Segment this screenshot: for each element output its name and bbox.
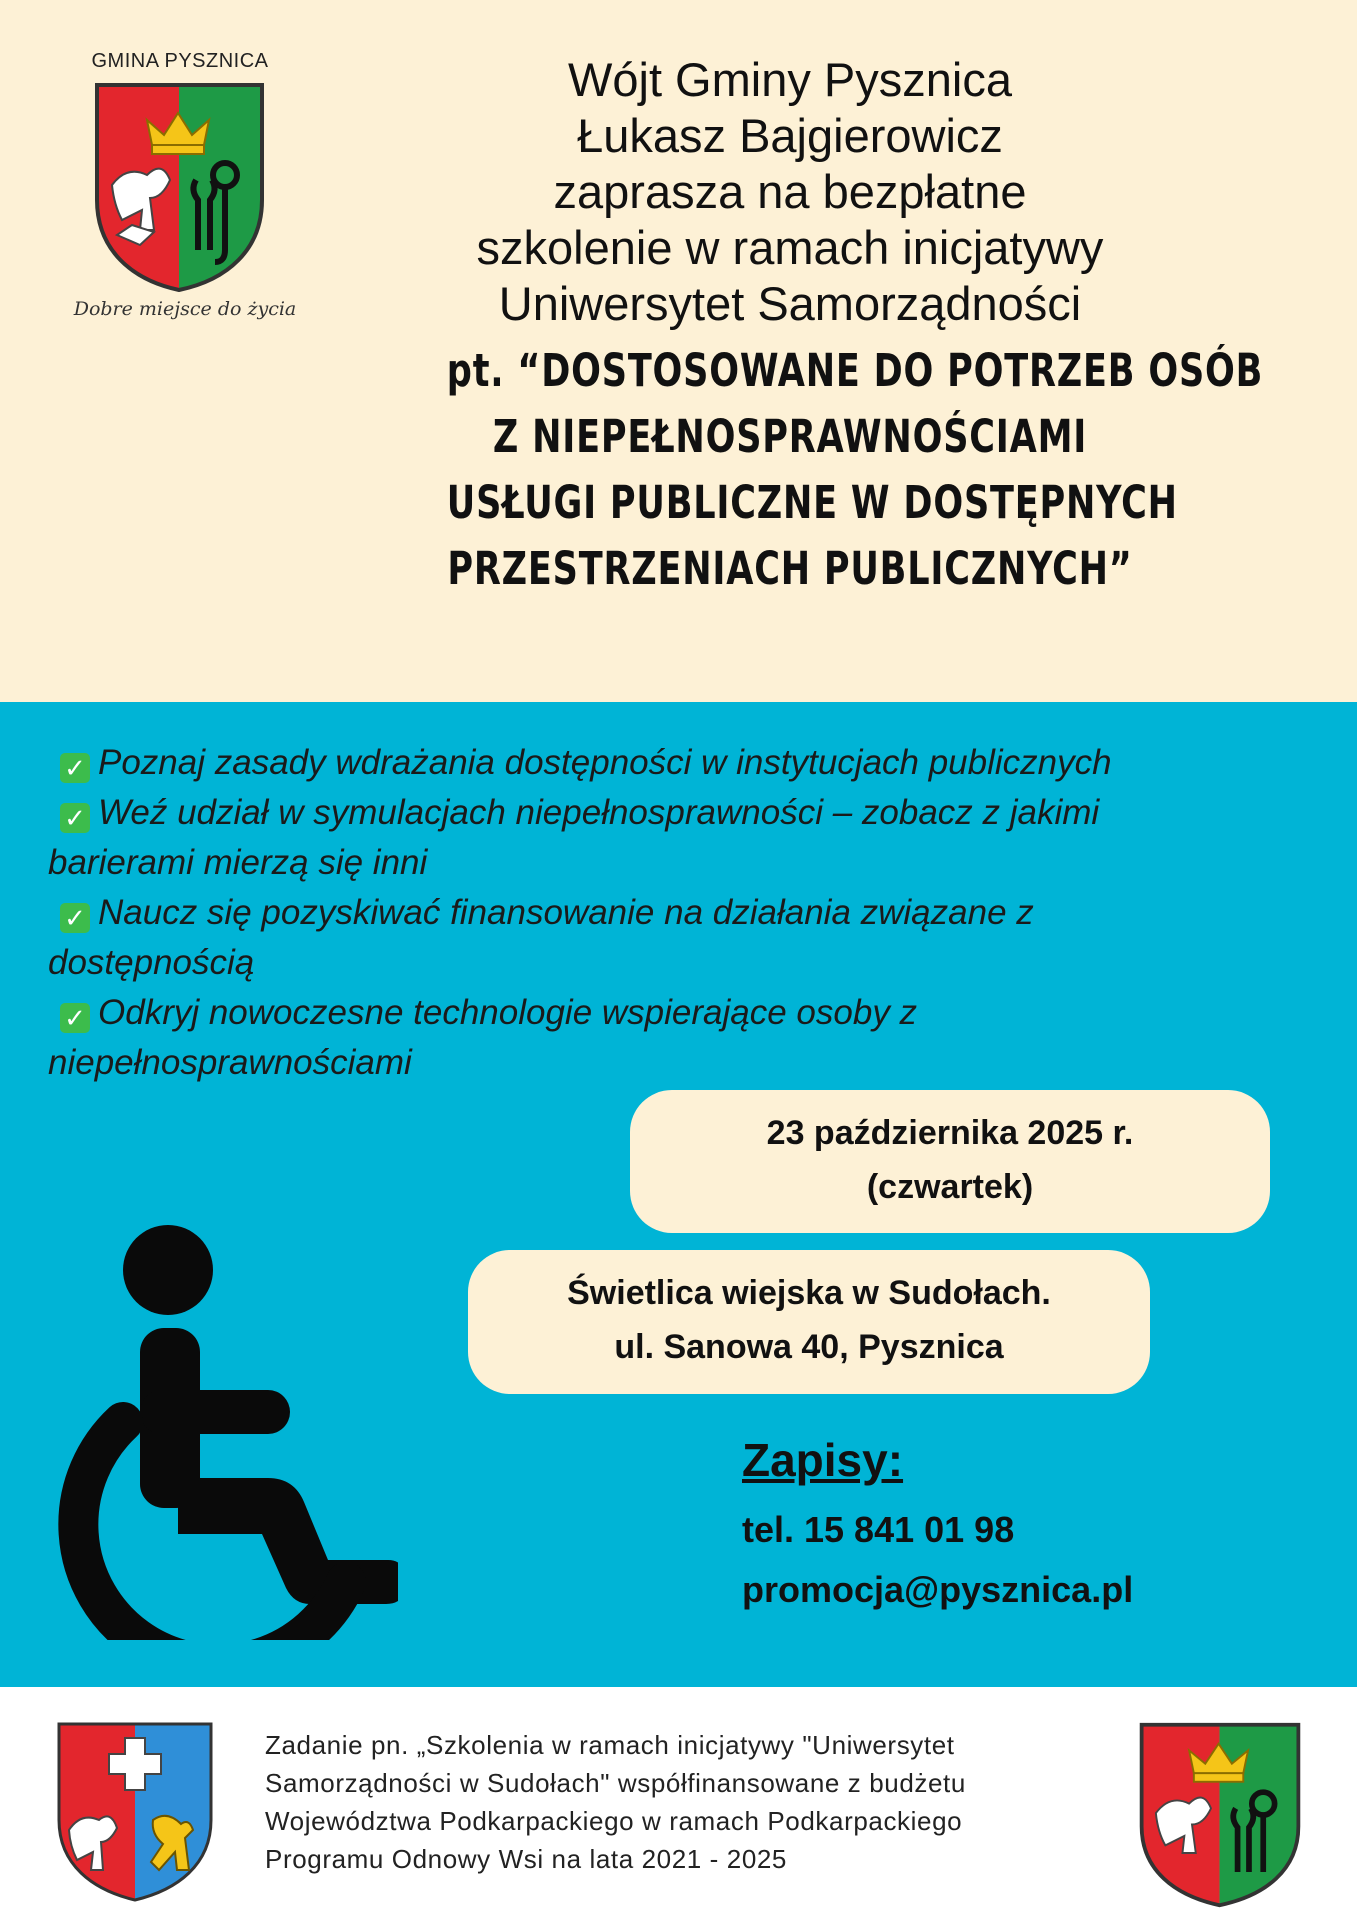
list-item-text: Weź udział w symulacjach niepełnosprawności – zobacz z jakimi: [98, 793, 1100, 832]
gmina-logo: [60, 50, 310, 330]
footer-line: Zadanie pn. „Szkolenia w ramach inicjatywy "Uniwersytet: [265, 1730, 955, 1760]
footer-line: Samorządności w Sudołach" współfinansowane z budżetu: [265, 1768, 966, 1798]
event-date: 23 października 2025 r.: [766, 1114, 1134, 1152]
shield-emblem-icon: [92, 80, 267, 295]
check-icon: ✓: [60, 753, 90, 783]
registration: [742, 1430, 1133, 1620]
footer-line: Województwa Podkarpackiego w ramach Podkarpackiego: [265, 1806, 963, 1836]
list-item: [48, 988, 1338, 1088]
shield-emblem-icon: [1135, 1720, 1305, 1910]
date-box: [630, 1090, 1270, 1233]
benefits-list: [48, 738, 1338, 1088]
title-line: pt. “DOSTOSOWANE DO POTRZEB OSÓB: [446, 344, 1264, 397]
footer-line: Programu Odnowy Wsi na lata 2021 - 2025: [265, 1844, 787, 1874]
podkarpackie-emblem-icon: [55, 1720, 215, 1905]
logo-motto: Dobre miejsce do życia: [73, 298, 297, 320]
registration-phone[interactable]: tel. 15 841 01 98: [742, 1509, 1015, 1550]
training-title: [350, 338, 1264, 602]
list-item: [48, 888, 1338, 988]
title-line: PRZESTRZENIACH PUBLICZNYCH”: [447, 542, 1133, 595]
header-line: zaprasza na bezpłatne: [553, 165, 1027, 218]
check-icon: ✓: [60, 903, 90, 933]
list-item-text: niepełnosprawnościami: [48, 1043, 412, 1082]
registration-title: Zapisy:: [742, 1434, 904, 1486]
list-item-text: dostępnością: [48, 943, 255, 982]
list-item: [48, 788, 1338, 888]
list-item-text: barierami mierzą się inni: [48, 843, 428, 882]
title-line: Z NIEPEŁNOSPRAWNOŚCIAMI: [492, 410, 1088, 463]
check-icon: ✓: [60, 803, 90, 833]
list-item-text: Naucz się pozyskiwać finansowanie na działania związane z: [98, 893, 1034, 932]
location-box: [468, 1250, 1150, 1394]
event-day: (czwartek): [866, 1168, 1034, 1206]
venue-address: ul. Sanowa 40, Pysznica: [614, 1328, 1004, 1366]
funding-note: [265, 1726, 1115, 1878]
list-item-text: Odkryj nowoczesne technologie wspierające osoby z: [98, 993, 918, 1032]
list-item-text: Poznaj zasady wdrażania dostępności w instytucjach publicznych: [98, 743, 1112, 782]
list-item: [48, 738, 1338, 788]
venue-name: Świetlica wiejska w Sudołach.: [567, 1274, 1051, 1312]
invitation-text: [350, 52, 1230, 332]
registration-email[interactable]: promocja@pysznica.pl: [742, 1569, 1134, 1610]
title-line: USŁUGI PUBLICZNE W DOSTĘPNYCH: [446, 476, 1178, 529]
logo-name: GMINA PYSZNICA: [91, 50, 269, 72]
header-line: Łukasz Bajgierowicz: [577, 109, 1003, 162]
check-icon: ✓: [60, 1003, 90, 1033]
header-line: Uniwersytet Samorządności: [498, 277, 1082, 330]
header-line: szkolenie w ramach inicjatywy: [476, 221, 1104, 274]
header-line: Wójt Gminy Pysznica: [568, 53, 1012, 106]
wheelchair-icon: [28, 1210, 398, 1640]
